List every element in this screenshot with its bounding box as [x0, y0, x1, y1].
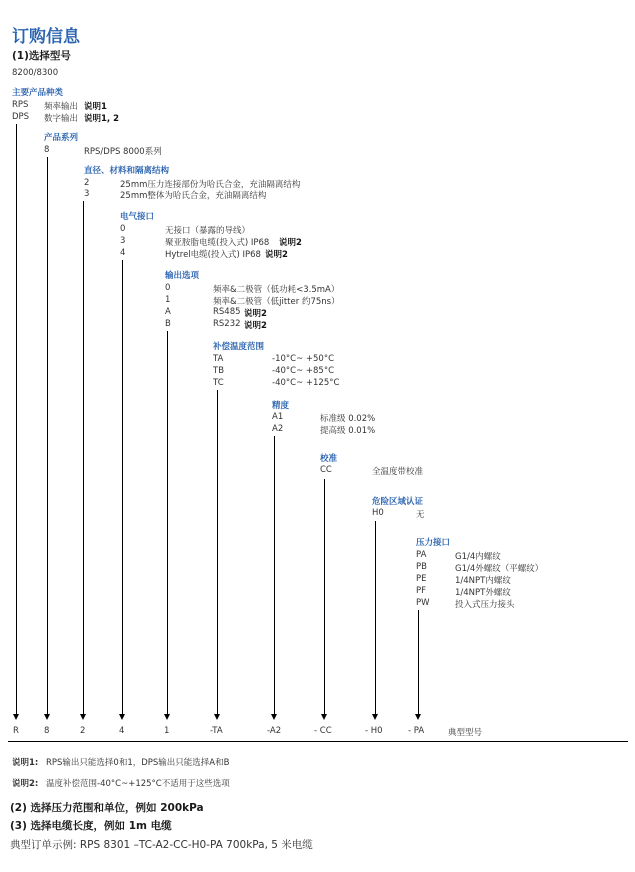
option-code: PW: [416, 598, 430, 608]
option-code: PF: [416, 586, 427, 596]
option-desc: -40°C~ +85°C: [272, 366, 335, 376]
option-desc: 频率&二极管（低功耗<3.5mA）: [213, 285, 340, 295]
option-code: PE: [416, 574, 427, 584]
option-desc: -10°C~ +50°C: [272, 354, 335, 364]
group-accuracy-heading: 精度: [272, 401, 290, 411]
order-example: 典型订单示例: RPS 8301 –TC-A2-CC-H0-PA 700kPa, 5 米电缆: [10, 839, 313, 851]
guide-line: [375, 521, 376, 716]
option-desc: 标准级 0.02%: [320, 414, 376, 424]
arrow-down-icon: [164, 714, 170, 720]
option-code: TB: [213, 366, 225, 376]
note-label: 说明1:: [12, 758, 39, 768]
note-text: RPS输出只能选择0和1，DPS输出只能选择A和B: [46, 758, 230, 768]
option-code: H0: [372, 508, 384, 518]
option-desc: 25mm整体为哈氏合金，充油隔离结构: [120, 191, 267, 201]
group-diameter-heading: 直径、材料和隔离结构: [84, 166, 170, 176]
note-text: 温度补偿范围-40°C~+125°C不适用于这些选项: [46, 779, 230, 789]
typical-code: - PA: [408, 726, 425, 736]
group-series-heading: 产品系列: [44, 133, 79, 143]
guide-line: [83, 201, 84, 716]
typical-code: - H0: [365, 726, 383, 736]
group-product-type-heading: 主要产品种类: [12, 88, 64, 98]
option-note: 说明2: [244, 309, 267, 319]
option-desc: Hytrel电缆(投入式) IP68: [165, 250, 261, 260]
option-desc: 1/4NPT外螺纹: [455, 588, 511, 598]
group-electrical-heading: 电气接口: [120, 212, 155, 222]
model-number: 8200/8300: [12, 68, 59, 78]
option-note: 说明1, 2: [84, 114, 120, 124]
option-note: 说明2: [279, 238, 302, 248]
option-desc: -40°C~ +125°C: [272, 378, 340, 388]
option-code: CC: [320, 465, 332, 475]
guide-line: [418, 610, 419, 716]
option-code: A2: [272, 424, 284, 434]
option-desc: 投入式压力接头: [455, 600, 515, 610]
option-code: PA: [416, 550, 427, 560]
arrow-down-icon: [13, 714, 19, 720]
option-code: RPS: [12, 100, 29, 110]
option-desc: 数字输出: [44, 114, 79, 124]
guide-line: [324, 479, 325, 716]
option-code: 0: [165, 283, 171, 293]
typical-code: 1: [164, 726, 170, 736]
option-desc: 频率输出: [44, 102, 79, 112]
group-output-heading: 输出选项: [165, 271, 200, 281]
option-desc: 提高级 0.01%: [320, 426, 376, 436]
option-desc: RS232: [213, 319, 241, 329]
option-desc: RS485: [213, 307, 241, 317]
option-code: 3: [120, 236, 126, 246]
arrow-down-icon: [80, 714, 86, 720]
guide-line: [217, 390, 218, 716]
option-code: TC: [213, 378, 224, 388]
section-2-heading: (2) 选择压力范围和单位，例如 200kPa: [10, 802, 204, 814]
typical-model-label: 典型型号: [448, 728, 483, 738]
option-code: 8: [44, 145, 50, 155]
typical-code: R: [13, 726, 19, 736]
arrow-down-icon: [44, 714, 50, 720]
typical-code: - CC: [314, 726, 332, 736]
option-desc: 无: [416, 510, 425, 520]
typical-code: -TA: [210, 726, 223, 736]
option-desc: 频率&二极管（低jitter 约75ns）: [213, 297, 340, 307]
typical-code: 4: [119, 726, 125, 736]
typical-code: 8: [44, 726, 50, 736]
option-code: 3: [84, 189, 90, 199]
option-code: DPS: [12, 112, 30, 122]
option-code: 2: [84, 178, 90, 188]
page-title: 订购信息: [12, 27, 80, 47]
option-desc: 1/4NPT内螺纹: [455, 576, 511, 586]
option-desc: 聚亚胺脂电缆(投入式) IP68: [165, 238, 270, 248]
section-1-heading: (1)选择型号: [12, 50, 71, 62]
guide-line: [47, 157, 48, 716]
arrow-down-icon: [214, 714, 220, 720]
arrow-down-icon: [372, 714, 378, 720]
note-label: 说明2:: [12, 779, 39, 789]
option-note: 说明2: [244, 321, 267, 331]
option-code: 0: [120, 224, 126, 234]
arrow-down-icon: [271, 714, 277, 720]
option-desc: G1/4内螺纹: [455, 552, 501, 562]
arrow-down-icon: [119, 714, 125, 720]
option-desc: G1/4外螺纹（平螺纹）: [455, 564, 544, 574]
arrow-down-icon: [415, 714, 421, 720]
option-desc: 全温度带校准: [372, 467, 424, 477]
section-3-heading: (3) 选择电缆长度，例如 1m 电缆: [10, 820, 172, 832]
arrow-down-icon: [321, 714, 327, 720]
option-code: 4: [120, 248, 126, 258]
option-desc: 无接口（暴露的导线）: [165, 226, 251, 236]
option-code: B: [165, 319, 171, 329]
group-temperature-heading: 补偿温度范围: [213, 342, 265, 352]
typical-code: 2: [80, 726, 86, 736]
option-code: TA: [213, 354, 224, 364]
option-note: 说明2: [265, 250, 288, 260]
option-desc: 25mm压力连接部份为哈氏合金，充油隔离结构: [120, 180, 301, 190]
option-code: A: [165, 307, 171, 317]
option-code: PB: [416, 562, 427, 572]
guide-line: [274, 436, 275, 716]
guide-line: [16, 124, 17, 716]
group-pressure-port-heading: 压力接口: [416, 538, 451, 548]
guide-line: [167, 331, 168, 716]
option-desc: RPS/DPS 8000系列: [84, 147, 162, 157]
option-code: 1: [165, 295, 171, 305]
group-calibration-heading: 校准: [320, 454, 338, 464]
guide-line: [122, 260, 123, 716]
typical-code: -A2: [267, 726, 282, 736]
option-code: A1: [272, 412, 284, 422]
option-note: 说明1: [84, 102, 107, 112]
group-hazard-heading: 危险区域认证: [372, 497, 424, 507]
divider: [8, 741, 628, 742]
